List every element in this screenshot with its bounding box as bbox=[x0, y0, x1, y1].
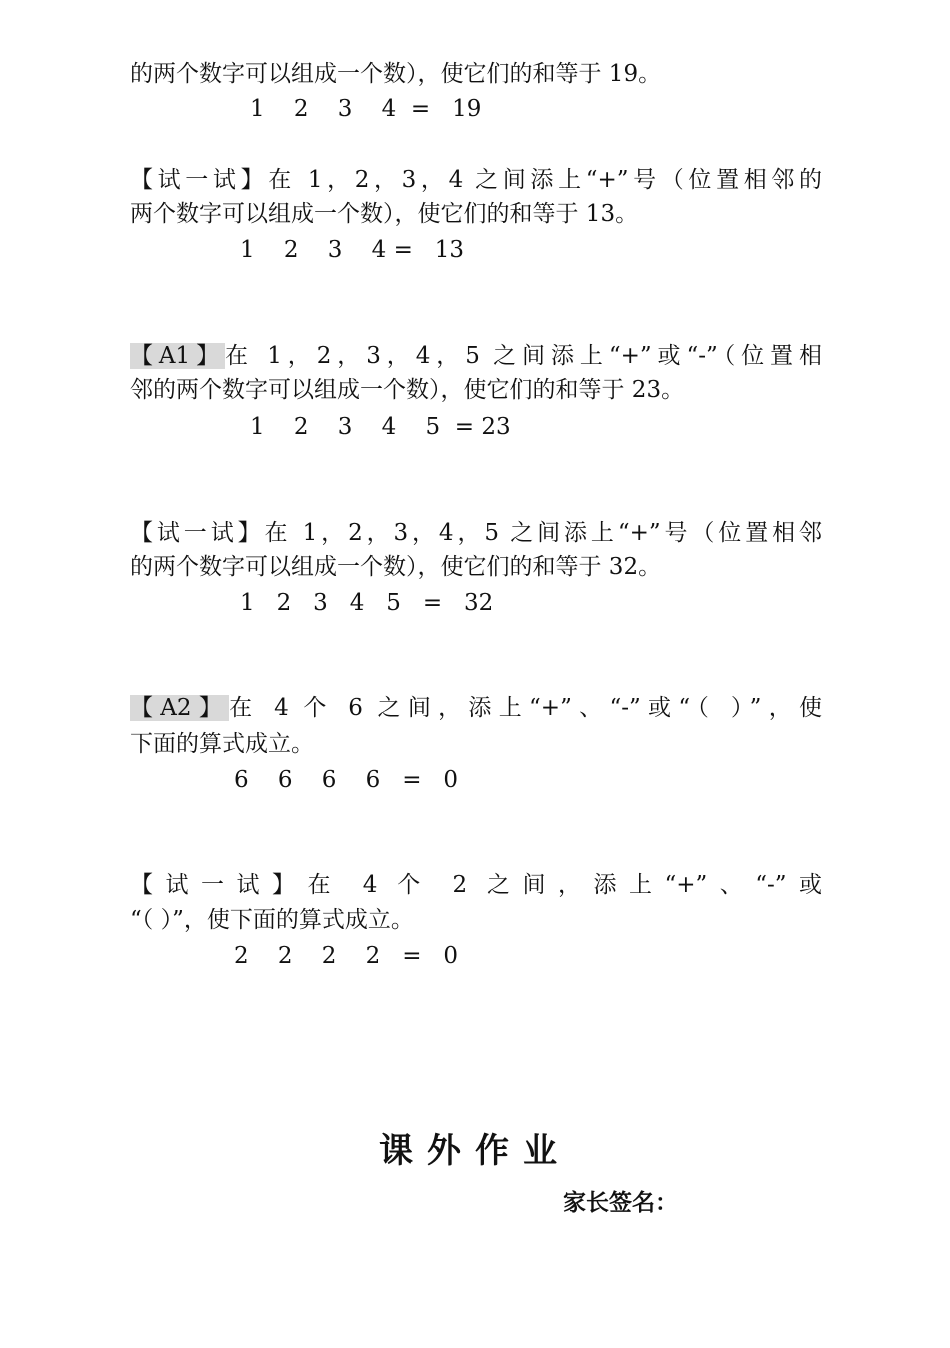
problem-1-tag: 【试一试】 bbox=[130, 167, 269, 193]
problem-3-equation: 1 2 3 4 5 = 32 bbox=[240, 590, 494, 616]
problem-3-line-1 bbox=[130, 516, 822, 550]
problem-5-equation: 2 2 2 2 = 0 bbox=[234, 943, 459, 969]
problem-a2-line-2: 下面的算式成立。 bbox=[130, 731, 314, 757]
problem-a1-text-1: 在 1，2，3，4，5 之间添上“+”或“-”（位置相 bbox=[225, 343, 822, 369]
problem-5-tag: 【试一试】 bbox=[130, 872, 308, 898]
parent-signature-label: 家长签名： bbox=[563, 1190, 678, 1216]
problem-a2-line-1 bbox=[130, 691, 822, 725]
problem-3-text-1: 在 1，2，3，4，5 之间添上“+”号（位置相邻 bbox=[264, 520, 823, 546]
problem-1-equation: 1 2 3 4 = 13 bbox=[240, 237, 465, 263]
problem-a2-equation: 6 6 6 6 = 0 bbox=[234, 767, 459, 793]
problem-5-line-2: “（ ）”，使下面的算式成立。 bbox=[130, 907, 414, 933]
problem-a2-tag: 【A2】 bbox=[130, 695, 230, 721]
problem-0-equation: 1 2 3 4 = 19 bbox=[250, 96, 482, 122]
problem-3-tag: 【试一试】 bbox=[130, 520, 265, 546]
problem-a1-line-2: 邻的两个数字可以组成一个数），使它们的和等于 23。 bbox=[130, 377, 685, 403]
problem-a1-tag: 【A1】 bbox=[130, 343, 226, 369]
problem-1-text-1: 在 1，2，3，4 之间添上“+”号（位置相邻的 bbox=[268, 167, 822, 193]
problem-a1-equation: 1 2 3 4 5 = 23 bbox=[250, 414, 511, 440]
problem-a2-text-1: 在 4 个 6 之间，添上“+”、“-”或“（ ）”，使 bbox=[229, 695, 822, 721]
problem-3-line-2: 的两个数字可以组成一个数），使它们的和等于 32。 bbox=[130, 554, 662, 580]
problem-5-text-1: 在 4 个 2 之间，添上“+”、“-”或 bbox=[307, 872, 823, 898]
problem-1-line-1 bbox=[130, 163, 822, 197]
problem-5-line-1 bbox=[130, 868, 822, 902]
problem-0-line-1: 的两个数字可以组成一个数），使它们的和等于 19。 bbox=[130, 61, 662, 87]
problem-1-line-2: 两个数字可以组成一个数），使它们的和等于 13。 bbox=[130, 201, 639, 227]
problem-a1-line-1 bbox=[130, 339, 822, 373]
homework-title: 课外作业 bbox=[379, 1131, 571, 1171]
